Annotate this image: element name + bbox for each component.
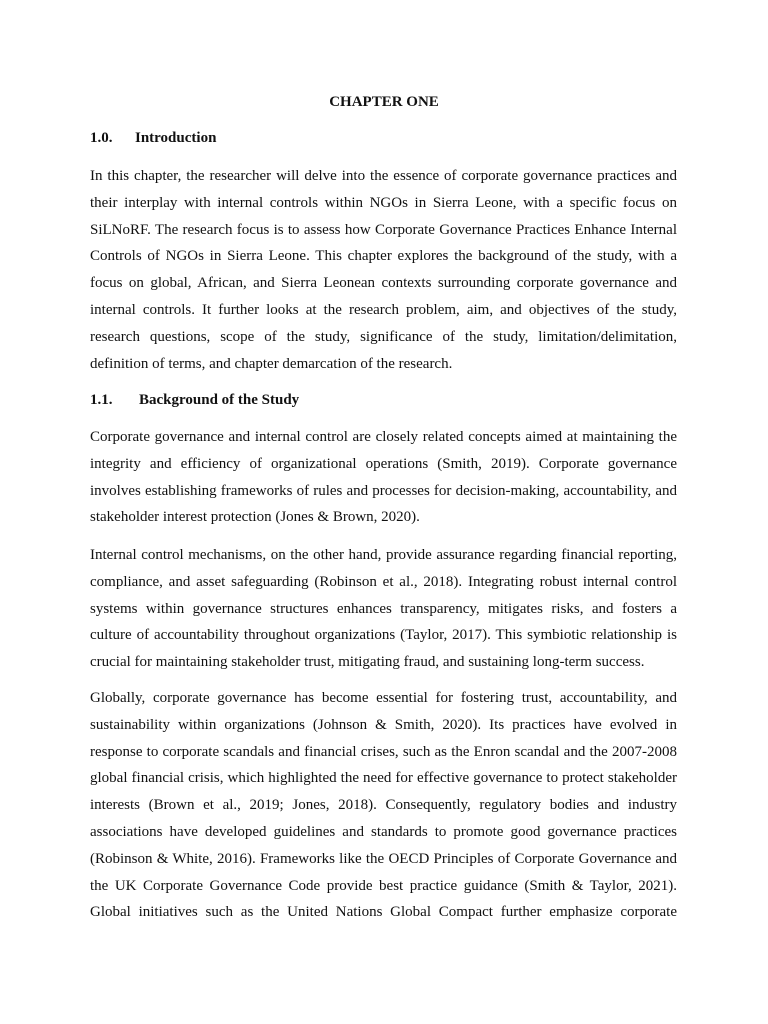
paragraph-line: involves establishing frameworks of rules and processes for decision-making, accountability, and: [90, 482, 677, 499]
paragraph-line: systems within governance structures enhances transparency, mitigates risks, and fosters a: [90, 600, 677, 617]
paragraph-line: global financial crisis, which highlighted the need for effective governance to protect stakeholder: [90, 770, 677, 787]
section-heading-background: [90, 387, 677, 414]
paragraph-line: Internal control mechanisms, on the other hand, provide assurance regarding financial reporting,: [90, 547, 677, 563]
paragraph-background-1: [90, 424, 677, 531]
paragraph-line: crucial for maintaining stakeholder trust, mitigating fraud, and sustaining long-term success.: [90, 654, 645, 671]
paragraph-line: sustainability within organizations (Johnson & Smith, 2020). Its practices have evolved in: [90, 716, 677, 733]
paragraph-line: compliance, and asset safeguarding (Robinson et al., 2018). Integrating robust internal control: [90, 573, 677, 590]
paragraph-line: associations have developed guidelines and standards to promote good governance practices: [90, 823, 677, 840]
section-number: 1.1.: [90, 392, 113, 408]
paragraph-line: focus on global, African, and Sierra Leonean contexts surrounding corporate governance and: [90, 275, 677, 292]
paragraph-line: the UK Corporate Governance Code provide best practice guidance (Smith & Taylor, 2021).: [90, 877, 677, 894]
section-number: 1.0.: [90, 130, 113, 146]
section-title: Background of the Study: [139, 392, 300, 408]
paragraph-line: Controls of NGOs in Sierra Leone. This chapter explores the background of the study, with a: [90, 248, 677, 265]
chapter-title: CHAPTER ONE: [329, 94, 439, 110]
paragraph-line: culture of accountability throughout organizations (Taylor, 2017). This symbiotic relationship is: [90, 627, 677, 644]
paragraph-line: research questions, scope of the study, significance of the study, limitation/delimitation,: [90, 328, 677, 345]
paragraph-introduction: [90, 163, 677, 377]
paragraph-line: their interplay with internal controls within NGOs in Sierra Leone, with a specific focus on: [90, 194, 677, 211]
paragraph-line: SiLNoRF. The research focus is to assess how Corporate Governance Practices Enhance Internal: [90, 221, 677, 238]
paragraph-line: definition of terms, and chapter demarcation of the research.: [90, 355, 453, 372]
paragraph-line: Corporate governance and internal control are closely related concepts aimed at maintaining the: [90, 429, 677, 445]
paragraph-line: internal controls. It further looks at the research problem, aim, and objectives of the study,: [90, 301, 677, 318]
paragraph-background-2: [90, 542, 677, 676]
paragraph-line: integrity and efficiency of organizational operations (Smith, 2019). Corporate governance: [90, 455, 677, 472]
paragraph-line: (Robinson & White, 2016). Frameworks like the OECD Principles of Corporate Governance and: [90, 850, 677, 867]
paragraph-line: In this chapter, the researcher will delve into the essence of corporate governance practices and: [90, 168, 677, 184]
paragraph-line: response to corporate scandals and financial crises, such as the Enron scandal and the 2007-2008: [90, 743, 677, 760]
paragraph-line: Globally, corporate governance has become essential for fostering trust, accountability, and: [90, 690, 677, 706]
paragraph-background-3: [90, 685, 677, 926]
section-heading-introduction: [90, 125, 677, 152]
paragraph-line: interests (Brown et al., 2019; Jones, 2018). Consequently, regulatory bodies and industry: [90, 797, 677, 814]
section-title: Introduction: [135, 130, 217, 146]
paragraph-line: Global initiatives such as the United Nations Global Compact further emphasize corporate: [90, 904, 677, 921]
paragraph-line: stakeholder interest protection (Jones & Brown, 2020).: [90, 509, 420, 526]
